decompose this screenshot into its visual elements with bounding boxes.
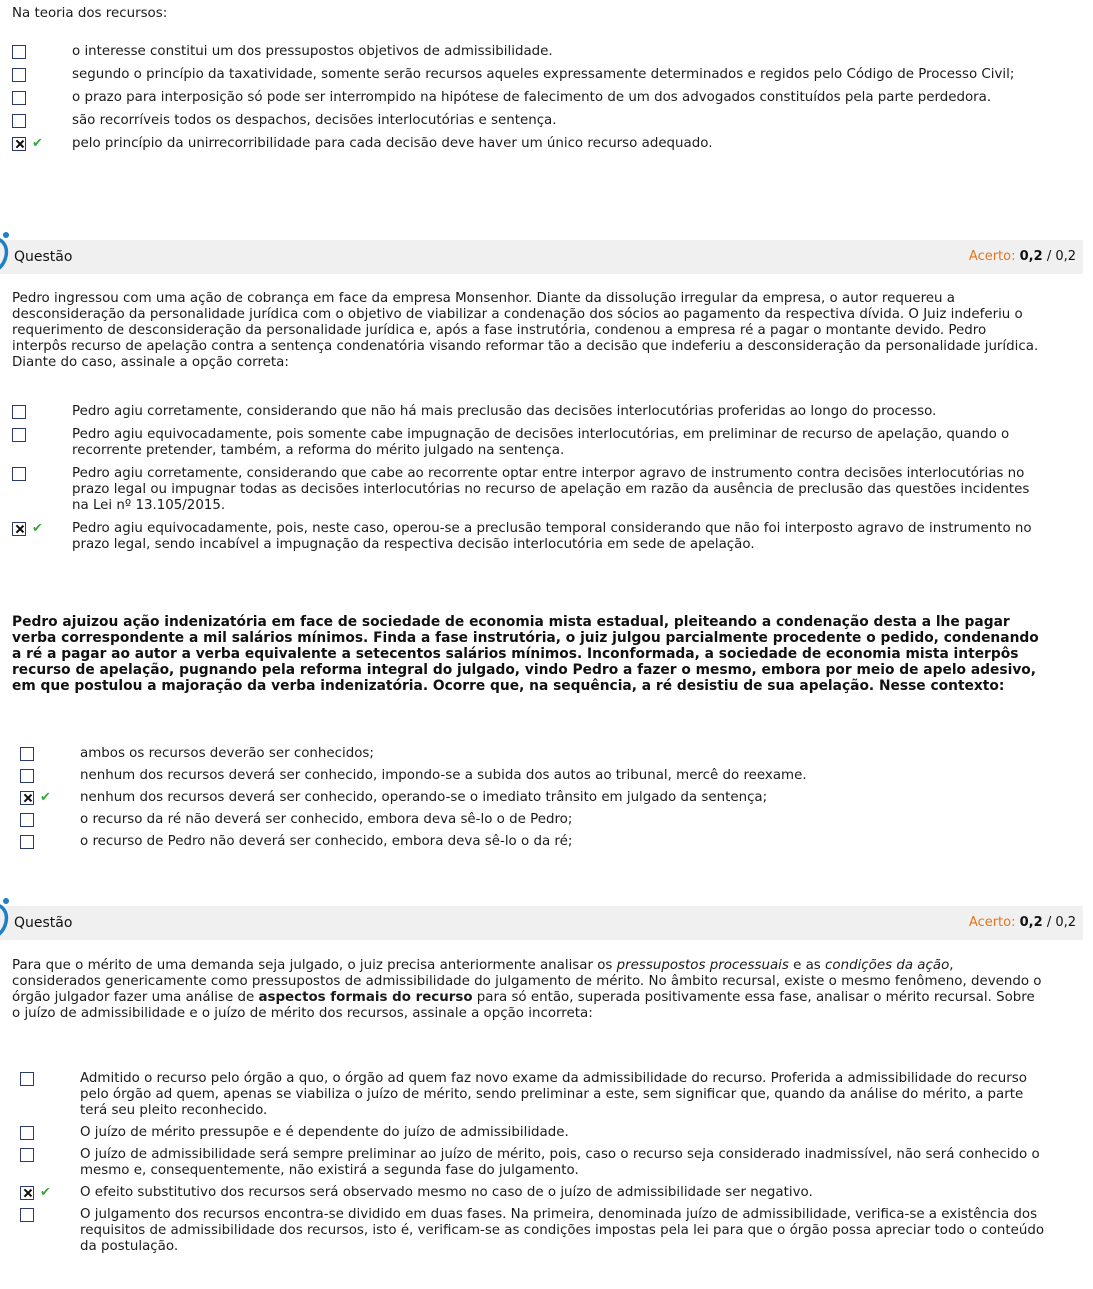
checked-checkbox[interactable] — [12, 137, 26, 151]
q3-options — [20, 746, 1050, 856]
answer-option[interactable] — [12, 136, 1042, 152]
option-marker — [20, 790, 80, 806]
checkbox[interactable] — [12, 114, 26, 128]
answer-option[interactable] — [20, 768, 1050, 784]
q2-statement: Pedro ingressou com uma ação de cobrança em face da empresa Monsenhor. Diante da dissolução irregular da empresa, o autor requereu a desconsideração da personalidade jurídica com o objetivo de viabilizar a condenação dos sócios ao pagamento da respectiva dívida. O Juiz indeferiu o requerimento de desconsideração da personalidade jurídica e, após a fase instrutória, condenou a empresa ré a pagar o montante devido. Pedro interpôs recurso de apelação contra a sentença condenatória visando reformar tão a decisão que indeferiu a desconsideração da personalidade jurídica. Diante do caso, assinale a opção correta: — [12, 291, 1039, 370]
answer-option[interactable] — [20, 1125, 1050, 1141]
option-marker — [20, 834, 80, 850]
option-marker — [20, 1207, 80, 1223]
option-marker — [20, 1147, 80, 1163]
q2-title: Questão — [14, 249, 73, 265]
option-marker — [20, 1125, 80, 1141]
option-text: Pedro agiu corretamente, considerando que não há mais preclusão das decisões interlocutórias proferidas ao longo do processo. — [72, 404, 937, 419]
answer-option[interactable] — [20, 1207, 1050, 1255]
checkbox[interactable] — [20, 813, 34, 827]
correct-check-icon: ✔ — [32, 521, 43, 536]
q2-options — [12, 404, 1042, 560]
q1-options — [12, 44, 1042, 159]
correct-check-icon: ✔ — [32, 136, 43, 151]
answer-option[interactable] — [20, 790, 1050, 806]
checked-checkbox[interactable] — [20, 791, 34, 805]
option-marker — [12, 521, 72, 537]
q4-options — [20, 1071, 1050, 1261]
correct-check-icon: ✔ — [40, 790, 51, 805]
option-text: O juízo de admissibilidade será sempre preliminar ao juízo de mérito, pois, caso o recurso seja considerado inadmissível, não será conhecido o mesmo e, consequentemente, não existirá a segunda fase do julgamento. — [80, 1147, 1040, 1178]
option-text: são recorríveis todos os despachos, decisões interlocutórias e sentença. — [72, 113, 557, 128]
answer-option[interactable] — [12, 521, 1042, 553]
checkbox[interactable] — [12, 467, 26, 481]
answer-option[interactable] — [12, 466, 1042, 514]
q4-statement: Para que o mérito de uma demanda seja julgado, o juiz precisa anteriormente analisar os pressupostos processuais e as condições da ação, considerados genericamente como pressupostos de admissibilidade do julgamento de mérito. No âmbito recursal, existe o mesmo fenômeno, devendo o órgão julgador fazer uma análise de aspectos formais do recurso para só então, superada positivamente essa fase, analisar o mérito recursal. Sobre o juízo de admissibilidade e o juízo de mérito dos recursos, assinale a opção incorreta: — [12, 958, 1042, 1021]
option-text: pelo princípio da unirrecorribilidade para cada decisão deve haver um único recurso adequado. — [72, 136, 713, 151]
checkbox[interactable] — [12, 91, 26, 105]
checkbox[interactable] — [20, 1126, 34, 1140]
option-marker — [12, 466, 72, 482]
q4-header — [0, 906, 1083, 940]
option-marker — [20, 768, 80, 784]
q3-statement: Pedro ajuizou ação indenizatória em face de sociedade de economia mista estadual, pleiteando a condenação desta a lhe pagar verba correspondente a mil salários mínimos. Finda a fase instrutória, o juiz julgou parcialmente procedente o pedido, condenando a ré a pagar ao autor a verba equivalente a setecentos salários mínimos. Inconformada, a sociedade de economia mista interpôs recurso de apelação, pugnando pela reforma integral do julgado, vindo Pedro a fazer o mesmo, embora por meio de apelo adesivo, em que postulou a majoração da verba indenizatória. Ocorre que, na sequência, a ré desistiu de sua apelação. Nesse contexto: — [12, 614, 1039, 694]
q1-intro: Na teoria dos recursos: — [12, 6, 168, 21]
option-marker — [20, 1071, 80, 1087]
option-text: o recurso de Pedro não deverá ser conhecido, embora deva sê-lo o da ré; — [80, 834, 573, 849]
checkbox[interactable] — [12, 405, 26, 419]
q4-score: Acerto: 0,2 / 0,2 — [968, 915, 1076, 930]
correct-check-icon: ✔ — [40, 1185, 51, 1200]
answer-option[interactable] — [20, 746, 1050, 762]
option-text: Admitido o recurso pelo órgão a quo, o órgão ad quem faz novo exame da admissibilidade do recurso. Proferida a admissibilidade do recurso pelo órgão ad quem, apenas se viabiliza o juízo de mérito, sendo preliminar a este, sem significar que, quando da análise do mérito, a parte terá seu pleito reconhecido. — [80, 1071, 1027, 1118]
q4-title: Questão — [14, 915, 73, 931]
option-marker — [12, 44, 72, 60]
option-marker — [12, 427, 72, 443]
answer-option[interactable] — [20, 812, 1050, 828]
option-text: o prazo para interposição só pode ser interrompido na hipótese de falecimento de um dos advogados constituídos pela parte perdedora. — [72, 90, 992, 105]
answer-option[interactable] — [12, 44, 1042, 60]
answer-option[interactable] — [20, 1147, 1050, 1179]
answer-option[interactable] — [20, 834, 1050, 850]
answer-option[interactable] — [20, 1185, 1050, 1201]
option-marker — [20, 746, 80, 762]
option-text: ambos os recursos deverão ser conhecidos; — [80, 746, 374, 761]
checkbox[interactable] — [20, 769, 34, 783]
checkbox[interactable] — [12, 428, 26, 442]
answer-option[interactable] — [12, 113, 1042, 129]
answer-option[interactable] — [12, 67, 1042, 83]
checked-checkbox[interactable] — [12, 522, 26, 536]
option-text: O juízo de mérito pressupõe e é dependente do juízo de admissibilidade. — [80, 1125, 569, 1140]
checkbox[interactable] — [20, 1148, 34, 1162]
option-marker — [12, 113, 72, 129]
option-marker — [20, 812, 80, 828]
checkbox[interactable] — [20, 1072, 34, 1086]
checked-checkbox[interactable] — [20, 1186, 34, 1200]
option-text: segundo o princípio da taxatividade, somente serão recursos aqueles expressamente determinados e regidos pelo Código de Processo Civil; — [72, 67, 1015, 82]
option-text: Pedro agiu corretamente, considerando que cabe ao recorrente optar entre interpor agravo de instrumento contra decisões interlocutórias no prazo legal ou impugnar todas as decisões interlocutórias no recurso de apelação em razão da ausência de preclusão das questões incidentes na Lei nº 13.105/2015. — [72, 466, 1030, 513]
checkbox[interactable] — [12, 68, 26, 82]
option-text: o interesse constitui um dos pressupostos objetivos de admissibilidade. — [72, 44, 553, 59]
q2-score: Acerto: 0,2 / 0,2 — [968, 249, 1076, 264]
option-text: nenhum dos recursos deverá ser conhecido, impondo-se a subida dos autos ao tribunal, mercê do reexame. — [80, 768, 807, 783]
option-text: O julgamento dos recursos encontra-se dividido em duas fases. Na primeira, denominada juízo de admissibilidade, verifica-se a existência dos requisitos de admissibilidade dos recursos, isto é, verificam-se as condições impostas pela lei para que o órgão possa apreciar todo o conteúdo da postulação. — [80, 1207, 1045, 1254]
option-marker — [12, 136, 72, 152]
checkbox[interactable] — [20, 835, 34, 849]
option-text: o recurso da ré não deverá ser conhecido, embora deva sê-lo o de Pedro; — [80, 812, 573, 827]
option-marker — [12, 67, 72, 83]
option-text: Pedro agiu equivocadamente, pois somente cabe impugnação de decisões interlocutórias, em preliminar de recurso de apelação, quando o recorrente pretender, também, a reforma do mérito julgado na sentença. — [72, 427, 1010, 458]
option-marker — [20, 1185, 80, 1201]
option-text: nenhum dos recursos deverá ser conhecido, operando-se o imediato trânsito em julgado da sentença; — [80, 790, 768, 805]
answer-option[interactable] — [12, 90, 1042, 106]
checkbox[interactable] — [20, 747, 34, 761]
option-marker — [12, 90, 72, 106]
option-text: Pedro agiu equivocadamente, pois, neste caso, operou-se a preclusão temporal considerando que não foi interposto agravo de instrumento no prazo legal, sendo incabível a impugnação da respectiva decisão interlocutória em sede de apelação. — [72, 521, 1032, 552]
checkbox[interactable] — [12, 45, 26, 59]
checkbox[interactable] — [20, 1208, 34, 1222]
option-text: O efeito substitutivo dos recursos será observado mesmo no caso de o juízo de admissibilidade ser negativo. — [80, 1185, 813, 1200]
answer-option[interactable] — [12, 404, 1042, 420]
answer-option[interactable] — [20, 1071, 1050, 1119]
q2-header — [0, 240, 1083, 274]
answer-option[interactable] — [12, 427, 1042, 459]
option-marker — [12, 404, 72, 420]
